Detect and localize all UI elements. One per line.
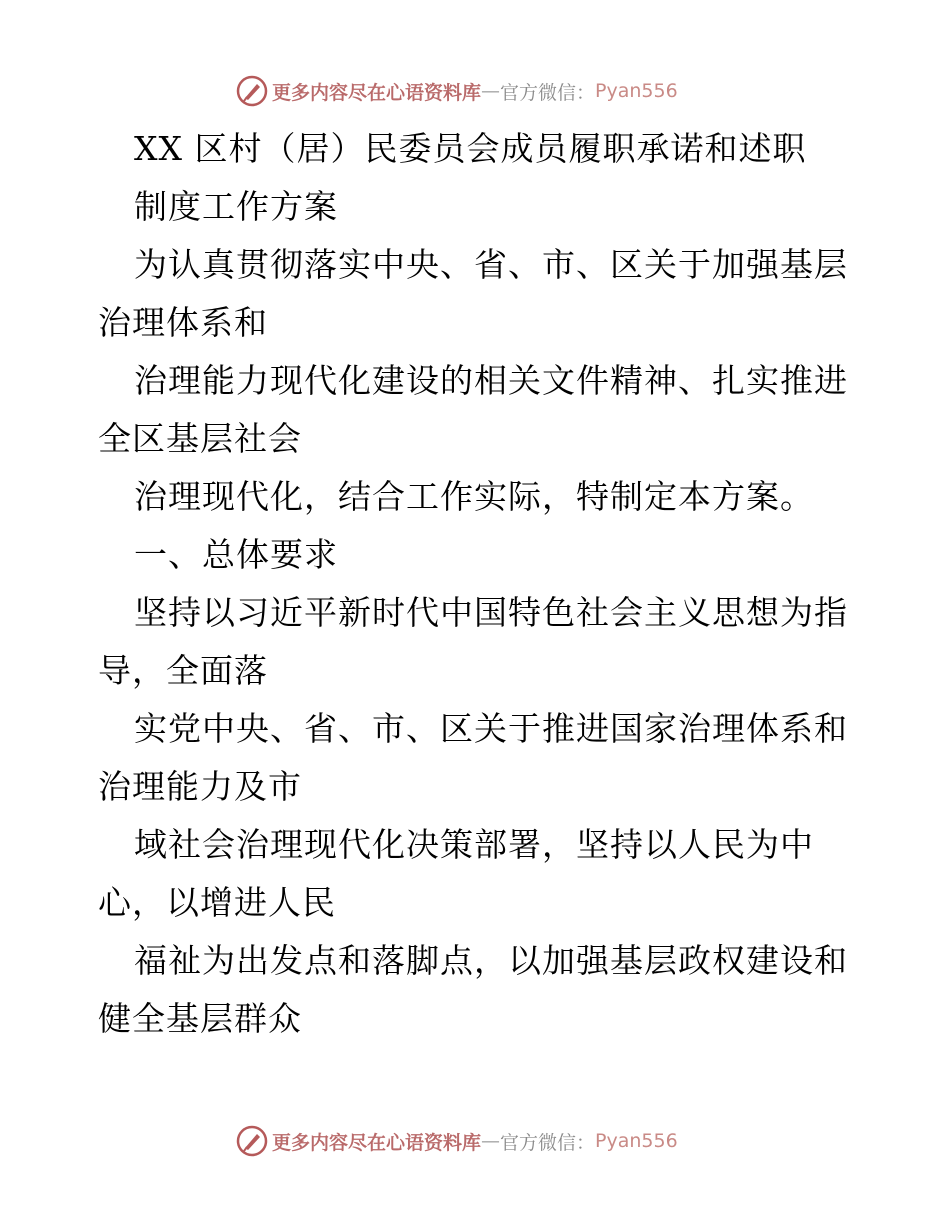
watermark-dash: —	[481, 1130, 501, 1152]
paragraph-line: 导，全面落	[98, 651, 268, 690]
paragraph-line: 实党中央、省、市、区关于推进国家治理体系和	[134, 709, 848, 748]
paragraph-line: 治理体系和	[98, 303, 268, 342]
footer-watermark	[236, 1124, 678, 1158]
paragraph-line: 健全基层群众	[98, 999, 302, 1038]
watermark-dash: —	[481, 80, 501, 102]
paragraph-line: 治理现代化，结合工作实际，特制定本方案。	[134, 477, 814, 516]
quill-logo-icon	[236, 1125, 268, 1157]
document-title-line-2: 制度工作方案	[134, 187, 338, 226]
section-heading: 一、总体要求	[134, 535, 338, 574]
quill-logo-icon	[236, 75, 268, 107]
watermark-wechat-id: Pyan556	[595, 80, 678, 102]
paragraph-line: 全区基层社会	[98, 419, 302, 458]
paragraph-line: 福祉为出发点和落脚点，以加强基层政权建设和	[134, 941, 848, 980]
paragraph-line: 坚持以习近平新时代中国特色社会主义思想为指	[134, 593, 848, 632]
watermark-wechat-label: 官方微信：	[500, 81, 596, 104]
watermark-wechat-label: 官方微信：	[500, 1131, 596, 1154]
watermark-text: 更多内容尽在心语资料库	[272, 1131, 482, 1154]
watermark-wechat-id: Pyan556	[595, 1130, 678, 1152]
paragraph-line: 心，以增进人民	[98, 883, 336, 922]
paragraph-line: 域社会治理现代化决策部署，坚持以人民为中	[134, 825, 814, 864]
paragraph-line: 治理能力现代化建设的相关文件精神、扎实推进	[134, 361, 848, 400]
document-title-line-1: XX 区村（居）民委员会成员履职承诺和述职	[134, 129, 807, 168]
paragraph-line: 治理能力及市	[98, 767, 302, 806]
watermark-text: 更多内容尽在心语资料库	[272, 81, 482, 104]
paragraph-line: 为认真贯彻落实中央、省、市、区关于加强基层	[134, 245, 848, 284]
header-watermark	[236, 74, 678, 108]
